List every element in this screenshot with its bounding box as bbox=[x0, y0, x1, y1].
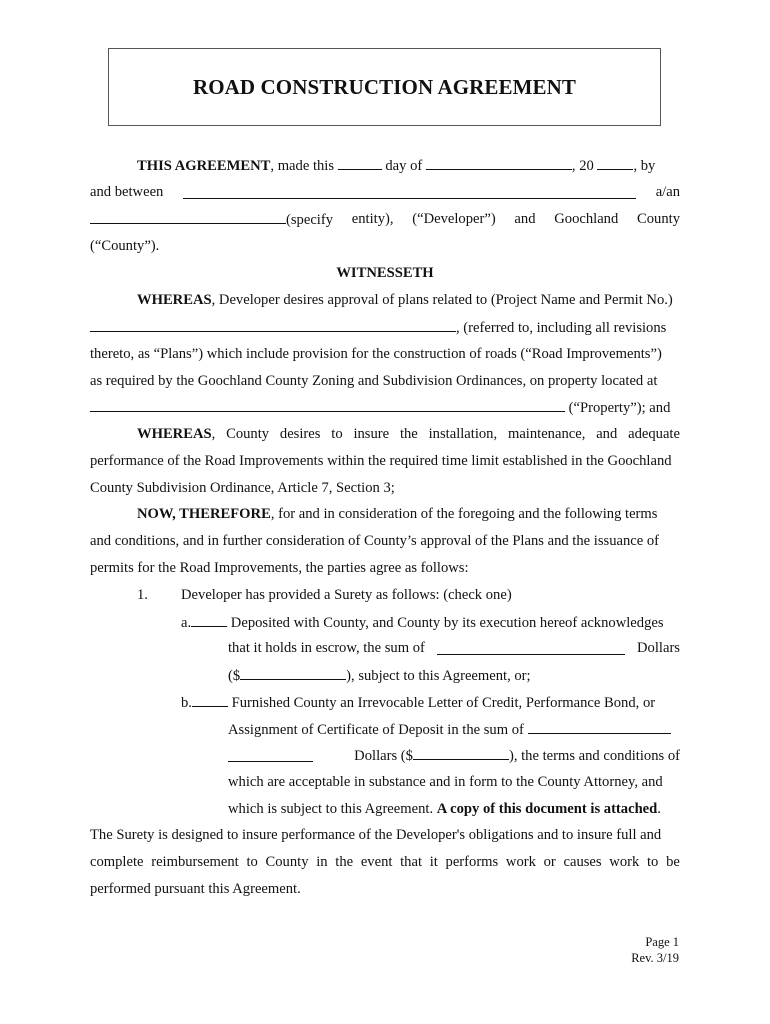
surety-amount-blank[interactable] bbox=[413, 746, 509, 760]
option-b-checkbox[interactable] bbox=[192, 693, 228, 707]
intro-line-2: and between a/an bbox=[90, 184, 680, 200]
item1b-line-3: Dollars ($ ), the terms and conditions of bbox=[228, 746, 680, 765]
intro-line-1: THIS AGREEMENT, made this day of , 20 , by bbox=[137, 158, 656, 174]
property-blank[interactable] bbox=[90, 398, 565, 412]
day-blank[interactable] bbox=[338, 156, 382, 170]
project-name-blank[interactable] bbox=[90, 318, 456, 332]
intro-line-3: (specify entity), (“Developer”) and Goochland County bbox=[90, 210, 680, 229]
item1b-line-2: Assignment of Certificate of Deposit in the sum of bbox=[228, 720, 680, 739]
now-therefore-line-3: permits for the Road Improvements, the parties agree as follows: bbox=[90, 560, 469, 576]
now-therefore-line-1: NOW, THEREFORE, for and in consideration of the foregoing and the following terms bbox=[137, 506, 658, 522]
whereas2-line-1: WHEREAS, County desires to insure the installation, maintenance, and adequate bbox=[137, 426, 680, 442]
title-box bbox=[108, 48, 661, 126]
escrow-amount-words-blank[interactable] bbox=[437, 641, 625, 655]
item1a-line-1: a. Deposited with County, and County by its execution hereof acknowledges bbox=[181, 615, 664, 631]
item1b-line-1: b. Furnished County an Irrevocable Letter of Credit, Performance Bond, or bbox=[181, 695, 656, 711]
intro-line-4: (“County”). bbox=[90, 238, 160, 254]
whereas1-line-3: thereto, as “Plans”) which include provision for the construction of roads (“Road Improvements”) bbox=[90, 346, 662, 362]
item1b-line-5: which is subject to this Agreement. A copy of this document is attached. bbox=[228, 801, 661, 817]
surety-line-3: performed pursuant this Agreement. bbox=[90, 881, 301, 897]
page-number: Page 1 bbox=[645, 935, 679, 949]
whereas1-line-1: WHEREAS, Developer desires approval of plans related to (Project Name and Permit No.) bbox=[137, 292, 673, 308]
escrow-amount-blank[interactable] bbox=[240, 666, 346, 680]
month-blank[interactable] bbox=[426, 156, 572, 170]
item1a-line-2: that it holds in escrow, the sum of Dollars bbox=[228, 640, 680, 656]
witnesseth-heading: WITNESSETH bbox=[336, 265, 434, 281]
page-footer bbox=[631, 934, 679, 966]
whereas2-line-3: County Subdivision Ordinance, Article 7, Section 3; bbox=[90, 480, 395, 496]
now-therefore-line-2: and conditions, and in further consideration of County’s approval of the Plans and the issuance of bbox=[90, 533, 660, 549]
option-a-checkbox[interactable] bbox=[191, 613, 227, 627]
year-blank[interactable] bbox=[597, 156, 633, 170]
surety-line-1: The Surety is designed to insure performance of the Developer's obligations and to insure full and bbox=[90, 827, 662, 843]
item1-number: 1. bbox=[137, 587, 148, 603]
item1a-line-3: ($ ), subject to this Agreement, or; bbox=[228, 668, 531, 684]
whereas1-line-5: (“Property”); and bbox=[90, 398, 680, 417]
entity-blank[interactable] bbox=[90, 210, 286, 224]
item1b-line-4: which are acceptable in substance and in form to the County Attorney, and bbox=[228, 774, 663, 790]
revision-date: Rev. 3/19 bbox=[631, 951, 679, 965]
item1-text: Developer has provided a Surety as follows: (check one) bbox=[181, 587, 512, 603]
party-name-blank[interactable] bbox=[183, 185, 636, 199]
whereas1-line-4: as required by the Goochland County Zoning and Subdivision Ordinances, on property located at bbox=[90, 373, 658, 389]
surety-amount-words-blank-2[interactable] bbox=[228, 748, 313, 762]
whereas1-line-2: , (referred to, including all revisions bbox=[90, 318, 680, 337]
surety-amount-words-blank[interactable] bbox=[528, 720, 671, 734]
whereas2-line-2: performance of the Road Improvements within the required time limit established in the Goochland bbox=[90, 453, 672, 469]
surety-line-2: complete reimbursement to County in the event that it performs work or causes work to be bbox=[90, 854, 680, 870]
intro-lead: THIS AGREEMENT bbox=[137, 158, 271, 174]
document-title: ROAD CONSTRUCTION AGREEMENT bbox=[192, 74, 577, 99]
